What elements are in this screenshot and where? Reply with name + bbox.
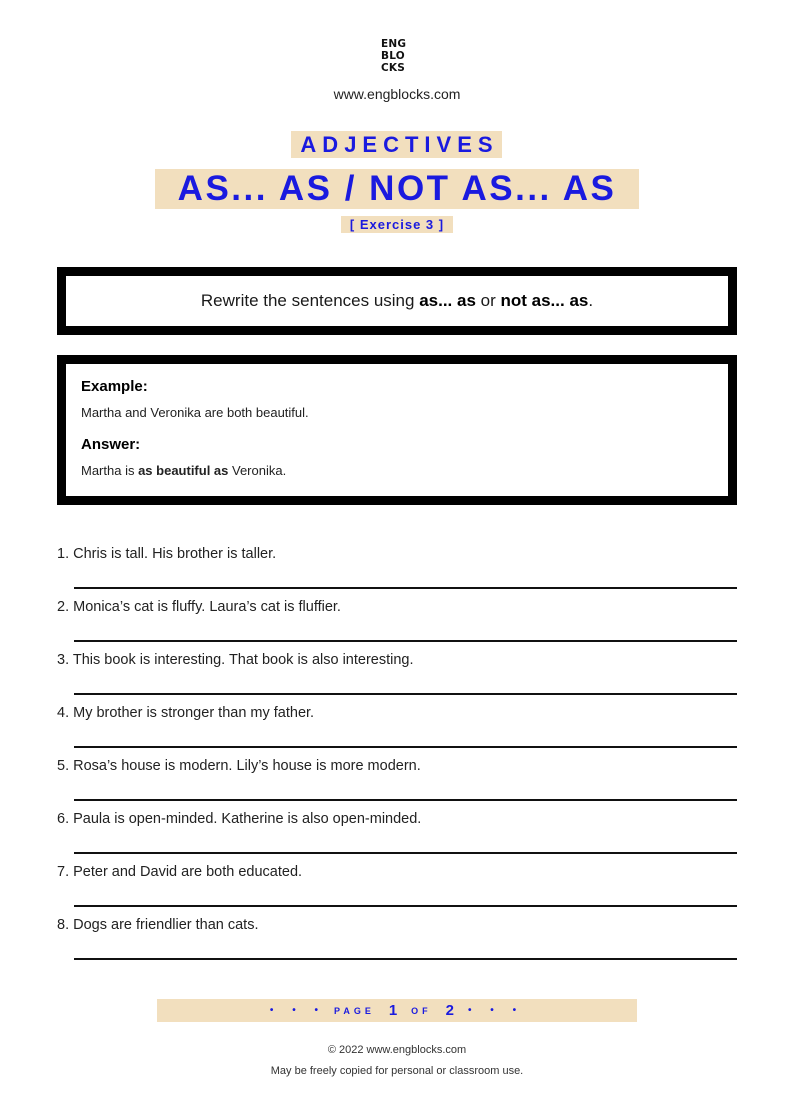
logo-line-3: CKS xyxy=(381,62,406,74)
question-1: 1. Chris is tall. His brother is taller. xyxy=(57,546,277,562)
answer-line-3[interactable] xyxy=(74,693,737,695)
site-url: www.engblocks.com xyxy=(333,86,461,102)
instruction-middle: or xyxy=(475,291,501,310)
answer-line-6[interactable] xyxy=(74,852,737,854)
pager-dots-right: • • • xyxy=(468,1005,525,1016)
engblocks-logo xyxy=(381,38,415,74)
example-label: Example: xyxy=(81,378,148,395)
answer-line-5[interactable] xyxy=(74,799,737,801)
pager-of-word: OF xyxy=(411,1005,432,1016)
question-8: 8. Dogs are friendlier than cats. xyxy=(57,917,259,933)
answer-text xyxy=(81,463,728,478)
answer-line-4[interactable] xyxy=(74,746,737,748)
logo-line-1: ENG xyxy=(381,38,407,50)
example-text: Martha and Veronika are both beautiful. xyxy=(81,405,309,420)
pager-current: 1 xyxy=(388,1002,398,1019)
pager-dots-left: • • • xyxy=(269,1005,326,1016)
answer-before: Martha is xyxy=(81,463,139,478)
answer-label: Answer: xyxy=(81,436,141,453)
question-3: 3. This book is interesting. That book is also interesting. xyxy=(57,652,414,668)
answer-line-8[interactable] xyxy=(74,958,737,960)
instruction-before: Rewrite the sentences using xyxy=(200,291,420,310)
question-5: 5. Rosa’s house is modern. Lily’s house is more modern. xyxy=(57,758,421,774)
worksheet-title: AS... AS / NOT AS... AS xyxy=(155,169,639,209)
copyright-text: © 2022 www.engblocks.com xyxy=(327,1044,467,1056)
question-4: 4. My brother is stronger than my father. xyxy=(57,705,315,721)
instruction-bold-2: not as... as xyxy=(500,291,589,310)
license-text: May be freely copied for personal or classroom use. xyxy=(270,1065,524,1077)
answer-line-2[interactable] xyxy=(74,640,737,642)
topic-heading: ADJECTIVES xyxy=(291,131,502,158)
question-2: 2. Monica’s cat is fluffy. Laura’s cat is fluffier. xyxy=(57,599,341,615)
answer-after: Veronika. xyxy=(228,463,287,478)
question-7: 7. Peter and David are both educated. xyxy=(57,864,303,880)
instruction-box xyxy=(57,267,737,335)
instruction-text xyxy=(201,291,593,311)
instruction-bold-1: as... as xyxy=(419,291,476,310)
instruction-after: . xyxy=(588,291,594,310)
answer-line-1[interactable] xyxy=(74,587,737,589)
logo-line-2: BLO xyxy=(381,50,405,62)
page-indicator xyxy=(157,999,637,1022)
answer-bold: as beautiful as xyxy=(138,463,229,478)
exercise-label: [ Exercise 3 ] xyxy=(341,216,453,233)
question-6: 6. Paula is open-minded. Katherine is also open-minded. xyxy=(57,811,422,827)
answer-line-7[interactable] xyxy=(74,905,737,907)
example-box xyxy=(57,355,737,505)
pager-page-word: PAGE xyxy=(333,1005,375,1016)
pager-total: 2 xyxy=(445,1002,455,1019)
